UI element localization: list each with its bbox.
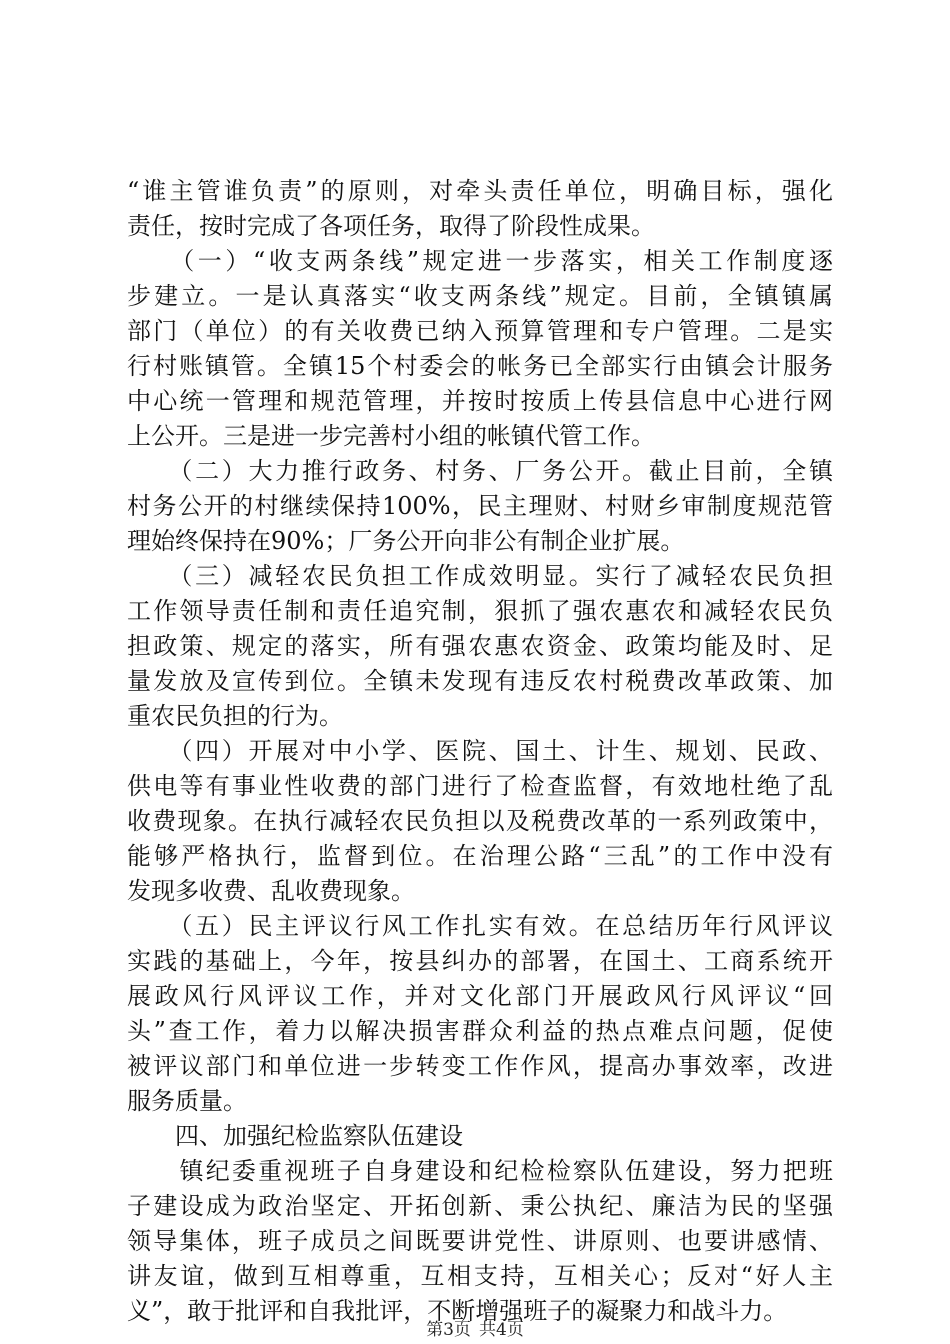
text-line: （五）民主评议行风工作扎实有效。在总结历年行风评议 bbox=[127, 912, 833, 940]
text-line: 村务公开的村继续保持100%，民主理财、村财乡审制度规范管 bbox=[127, 492, 833, 520]
text-line: 能够严格执行，监督到位。在治理公路“三乱”的工作中没有 bbox=[127, 842, 833, 870]
page-number: 第3页 bbox=[426, 1320, 471, 1340]
text-line: 发现多收费、乱收费现象。 bbox=[127, 877, 415, 905]
text-line: 供电等有事业性收费的部门进行了检查监督，有效地杜绝了乱 bbox=[127, 772, 833, 800]
text-line: 责任，按时完成了各项任务，取得了阶段性成果。 bbox=[127, 212, 655, 240]
text-line: 服务质量。 bbox=[127, 1087, 247, 1115]
text-line: 镇纪委重视班子自身建设和纪检检察队伍建设，努力把班 bbox=[127, 1157, 833, 1185]
text-line: 被评议部门和单位进一步转变工作作风，提高办事效率，改进 bbox=[127, 1052, 833, 1080]
text-line: “谁主管谁负责”的原则，对牵头责任单位，明确目标，强化 bbox=[127, 177, 833, 205]
text-line: 重农民负担的行为。 bbox=[127, 702, 343, 730]
text-line: （一）“收支两条线”规定进一步落实，相关工作制度逐 bbox=[127, 247, 833, 275]
text-line: 子建设成为政治坚定、开拓创新、秉公执纪、廉洁为民的坚强 bbox=[127, 1192, 833, 1220]
text-line: 展政风行风评议工作，并对文化部门开展政风行风评议“回 bbox=[127, 982, 833, 1010]
text-line: 步建立。一是认真落实“收支两条线”规定。目前，全镇镇属 bbox=[127, 282, 833, 310]
text-line: 讲友谊，做到互相尊重，互相支持，互相关心；反对“好人主 bbox=[127, 1262, 833, 1290]
page-total: 共4页 bbox=[479, 1320, 524, 1340]
text-line: 收费现象。在执行减轻农民负担以及税费改革的一系列政策中， bbox=[127, 807, 833, 835]
text-line: 领导集体，班子成员之间既要讲党性、讲原则、也要讲感情、 bbox=[127, 1227, 833, 1255]
page-footer bbox=[0, 1318, 950, 1342]
text-line: 量发放及宣传到位。全镇未发现有违反农村税费改革政策、加 bbox=[127, 667, 833, 695]
text-line: 理始终保持在90%；厂务公开向非公有制企业扩展。 bbox=[127, 527, 685, 555]
text-line: 义”，敢于批评和自我批评，不断增强班子的凝聚力和战斗力。 bbox=[127, 1297, 788, 1325]
text-line: 中心统一管理和规范管理，并按时按质上传县信息中心进行网 bbox=[127, 387, 833, 415]
text-line: 头”查工作，着力以解决损害群众利益的热点难点问题，促使 bbox=[127, 1017, 833, 1045]
text-line: 行村账镇管。全镇15个村委会的帐务已全部实行由镇会计服务 bbox=[127, 352, 833, 380]
text-line: （二）大力推行政务、村务、厂务公开。截止目前，全镇 bbox=[127, 457, 833, 485]
text-line: 实践的基础上，今年，按县纠办的部署，在国土、工商系统开 bbox=[127, 947, 833, 975]
text-line: （三）减轻农民负担工作成效明显。实行了减轻农民负担 bbox=[127, 562, 833, 590]
text-line: 担政策、规定的落实，所有强农惠农资金、政策均能及时、足 bbox=[127, 632, 833, 660]
text-line: 上公开。三是进一步完善村小组的帐镇代管工作。 bbox=[127, 422, 655, 450]
text-line: 工作领导责任制和责任追究制，狠抓了强农惠农和减轻农民负 bbox=[127, 597, 833, 625]
text-line: （四）开展对中小学、医院、国土、计生、规划、民政、 bbox=[127, 737, 833, 765]
section-heading: 四、加强纪检监察队伍建设 bbox=[127, 1122, 463, 1150]
text-line: 部门（单位）的有关收费已纳入预算管理和专户管理。二是实 bbox=[127, 317, 833, 345]
